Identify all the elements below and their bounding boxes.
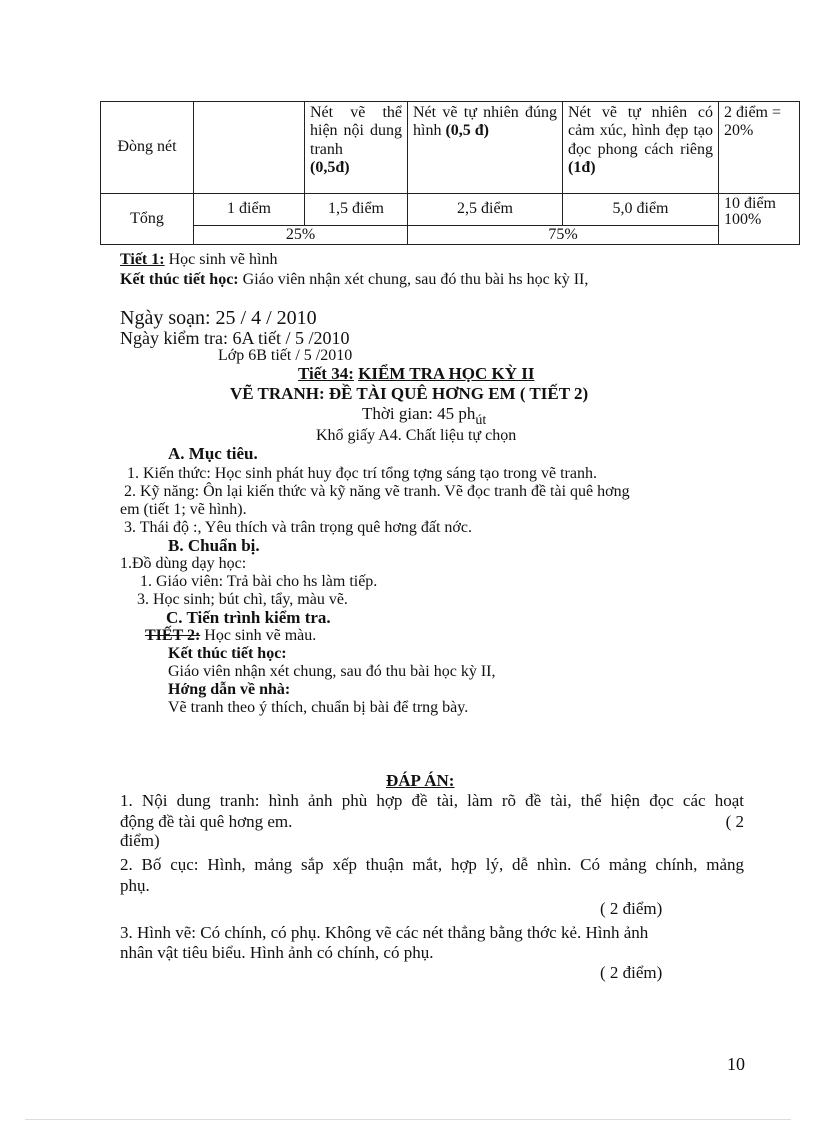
cell-text: Nét vẽ tự nhiên đúng hình	[413, 104, 557, 140]
table-cell: 1,5 điểm	[305, 194, 408, 226]
dodung-heading: 1.Đồ dùng dạy học:	[120, 555, 247, 572]
muctieu-item: 3. Thái độ :, Yêu thích và trân trọng quê hơng đất nớc.	[124, 519, 472, 536]
ngay-kiem-tra: Ngày kiểm tra: 6A tiết / 5 /2010	[120, 328, 350, 348]
tiet2-label: TIẾT 2:	[145, 627, 201, 644]
ketthuc-text: Giáo viên nhận xét chung, sau đó thu bài hs học kỳ II,	[238, 271, 589, 288]
tiet1-label: Tiết 1:	[120, 251, 165, 268]
answer-3-line1: 3. Hình vẽ: Có chính, có phụ. Không vẽ các nét thẳng bằng thớc kẻ. Hình ảnh	[120, 923, 649, 942]
table-row	[101, 102, 800, 194]
table-cell	[408, 102, 563, 194]
lop-6b: Lớp 6B tiết / 5 /2010	[218, 347, 353, 364]
answer-2-score: ( 2 điểm)	[600, 899, 663, 918]
lesson1-ketthuc	[120, 271, 588, 289]
table-cell: 25%	[194, 226, 408, 245]
row-label-dong-net: Đòng nét	[101, 102, 194, 194]
section-c-title: C. Tiến trình kiểm tra.	[166, 608, 331, 627]
chuanbi-gv: 1. Giáo viên: Trả bài cho hs làm tiếp.	[140, 573, 378, 590]
section-a-title: A. Mục tiêu.	[168, 444, 258, 463]
cell-score: (0,5đ)	[310, 159, 350, 177]
row-label-tong: Tổng	[101, 194, 194, 245]
answer-1-text: động đề tài quê hơng em.	[120, 812, 293, 831]
vetranh-title: VẼ TRANH: ĐỀ TÀI QUÊ HƠNG EM ( TIẾT 2)	[230, 384, 589, 403]
answer-3-score: ( 2 điểm)	[600, 963, 663, 982]
rubric-table	[100, 101, 800, 245]
cell-text: Nét vẽ tự nhiên có cảm xúc, hình đẹp tạo đọc phong cách riêng	[568, 104, 713, 158]
answer-3-line2: nhân vật tiêu biểu. Hình ảnh có chính, có phụ.	[120, 943, 434, 962]
answer-1-score-unit: điểm)	[120, 831, 160, 850]
table-cell	[305, 102, 408, 194]
answer-2-line2: phụ.	[120, 876, 150, 895]
cell-text: 100%	[724, 211, 762, 228]
tiet2-line	[145, 627, 316, 645]
cell-score: (0,5 đ)	[445, 122, 490, 140]
cell-text: 10 điểm	[724, 195, 776, 212]
table-cell: 5,0 điểm	[563, 194, 719, 226]
table-cell: 1 điểm	[194, 194, 305, 226]
table-row	[101, 194, 800, 226]
lesson1-tiet	[120, 251, 277, 269]
table-cell	[194, 102, 305, 194]
huongdan-label: Hớng dẫn về nhà:	[168, 681, 291, 698]
cell-score: (1đ)	[568, 159, 596, 177]
thoigian-text: Thời gian: 45 ph	[362, 404, 476, 423]
thoigian-sub: út	[475, 413, 487, 428]
table-cell	[563, 102, 719, 194]
table-cell: 2,5 điểm	[408, 194, 563, 226]
table-cell: 75%	[408, 226, 719, 245]
section-b-title: B. Chuẩn bị.	[168, 536, 260, 555]
page-number: 10	[727, 1054, 745, 1074]
ketthuc-label: Kết thúc tiết học:	[120, 271, 239, 288]
muctieu-item: 2. Kỹ năng: Ôn lại kiến thức và kỹ năng vẽ tranh. Vẽ đọc tranh đề tài quê hơng	[124, 483, 630, 500]
ngay-soan: Ngày soạn: 25 / 4 / 2010	[120, 307, 317, 329]
tiet34-heading	[298, 365, 534, 384]
page-bottom-rule	[25, 1119, 791, 1120]
table-cell	[719, 194, 800, 245]
table-row	[101, 226, 800, 245]
answer-1-score: ( 2	[725, 812, 744, 831]
thoi-gian	[362, 404, 487, 428]
table-cell: 2 điểm = 20%	[719, 102, 800, 194]
answer-1-line1: 1. Nội dung tranh: hình ảnh phù hợp đề tài, làm rõ đề tài, thể hiện đọc các hoạt	[120, 791, 744, 810]
tiet1-text: Học sinh vẽ hình	[164, 251, 278, 268]
ketthuc2-label: Kết thúc tiết học:	[168, 645, 287, 662]
muctieu-item: em (tiết 1; vẽ hình).	[120, 501, 247, 518]
tiet2-text: Học sinh vẽ màu.	[200, 627, 317, 644]
tiet34-label: Tiết 34:	[298, 364, 354, 383]
answer-2-line1: 2. Bố cục: Hình, mảng sắp xếp thuận mắt, hợp lý, dễ nhìn. Có mảng chính, mảng	[120, 855, 744, 874]
answer-1-line2	[120, 813, 744, 832]
dap-an-title: ĐÁP ÁN:	[386, 771, 455, 790]
muctieu-item: 1. Kiến thức: Học sinh phát huy đọc trí tổng tợng sáng tạo trong vẽ tranh.	[127, 465, 597, 482]
kho-giay: Khổ giấy A4. Chất liệu tự chọn	[316, 427, 517, 444]
chuanbi-hs: 3. Học sinh; bút chì, tẩy, màu vẽ.	[137, 591, 348, 608]
kiemtra-title: KIỂM TRA HỌC KỲ II	[358, 364, 535, 383]
ketthuc2-text: Giáo viên nhận xét chung, sau đó thu bài học kỳ II,	[168, 663, 496, 680]
cell-text: Nét vẽ thể hiện nội dung tranh	[310, 104, 402, 158]
huongdan-text: Vẽ tranh theo ý thích, chuẩn bị bài để trng bày.	[168, 699, 469, 716]
